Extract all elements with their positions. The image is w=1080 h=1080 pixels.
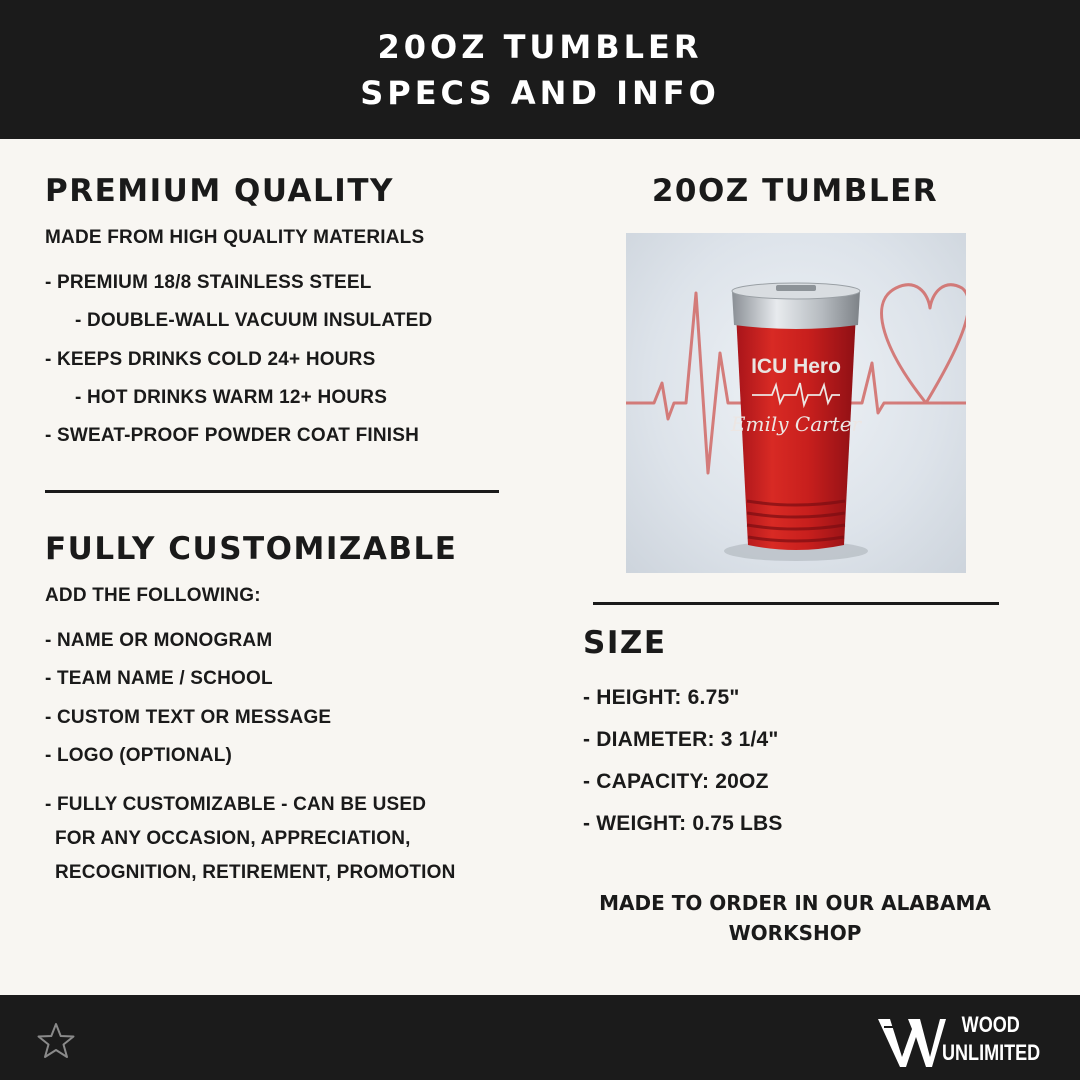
product-photo	[626, 233, 966, 573]
made-to-order	[583, 888, 1007, 948]
logo-text-wood: WOOD	[961, 1012, 1020, 1037]
premium-item: - HOT DRINKS WARM 12+ HOURS	[75, 387, 388, 408]
custom-heading: FULLY CUSTOMIZABLE	[45, 531, 458, 567]
brand-logo	[876, 1005, 1056, 1071]
premium-subheading: MADE FROM HIGH QUALITY MATERIALS	[45, 227, 425, 248]
custom-note-line: - FULLY CUSTOMIZABLE - CAN BE USED	[45, 794, 427, 815]
size-item: - WEIGHT: 0.75 LBS	[583, 812, 783, 835]
premium-heading: PREMIUM QUALITY	[45, 173, 394, 209]
logo-text-unlimited: UNLIMITED	[942, 1040, 1041, 1065]
custom-item: - NAME OR MONOGRAM	[45, 630, 273, 651]
left-divider	[45, 490, 499, 493]
premium-item: - KEEPS DRINKS COLD 24+ HOURS	[45, 349, 376, 370]
premium-item: - PREMIUM 18/8 STAINLESS STEEL	[45, 272, 372, 293]
custom-subheading: ADD THE FOLLOWING:	[45, 585, 261, 606]
custom-note-line: FOR ANY OCCASION, APPRECIATION,	[55, 828, 411, 849]
star-icon	[36, 1021, 76, 1061]
header-bar	[0, 0, 1080, 139]
product-heading: 20OZ TUMBLER	[651, 173, 939, 209]
size-item: - HEIGHT: 6.75"	[583, 686, 740, 709]
size-item: - DIAMETER: 3 1/4"	[583, 728, 779, 751]
premium-item: - DOUBLE-WALL VACUUM INSULATED	[75, 310, 433, 331]
size-item: - CAPACITY: 20OZ	[583, 770, 769, 793]
right-divider	[593, 602, 999, 605]
page-title-line2: SPECS AND INFO	[360, 73, 720, 112]
custom-item: - CUSTOM TEXT OR MESSAGE	[45, 707, 332, 728]
custom-note-line: RECOGNITION, RETIREMENT, PROMOTION	[55, 862, 456, 883]
engraving-title: ICU Hero	[751, 355, 841, 378]
footer-bar	[0, 995, 1080, 1080]
custom-item: - LOGO (OPTIONAL)	[45, 745, 233, 766]
page-title-line1: 20OZ TUMBLER	[377, 27, 703, 66]
made-line1: MADE TO ORDER IN OUR ALABAMA	[599, 891, 991, 915]
custom-item: - TEAM NAME / SCHOOL	[45, 668, 273, 689]
engraving-name: Emily Carter	[730, 412, 862, 436]
tumbler-illustration	[626, 233, 966, 573]
w-logo-icon	[876, 1005, 946, 1071]
size-heading: SIZE	[583, 625, 667, 661]
made-line2: WORKSHOP	[728, 921, 862, 945]
premium-item: - SWEAT-PROOF POWDER COAT FINISH	[45, 425, 420, 446]
